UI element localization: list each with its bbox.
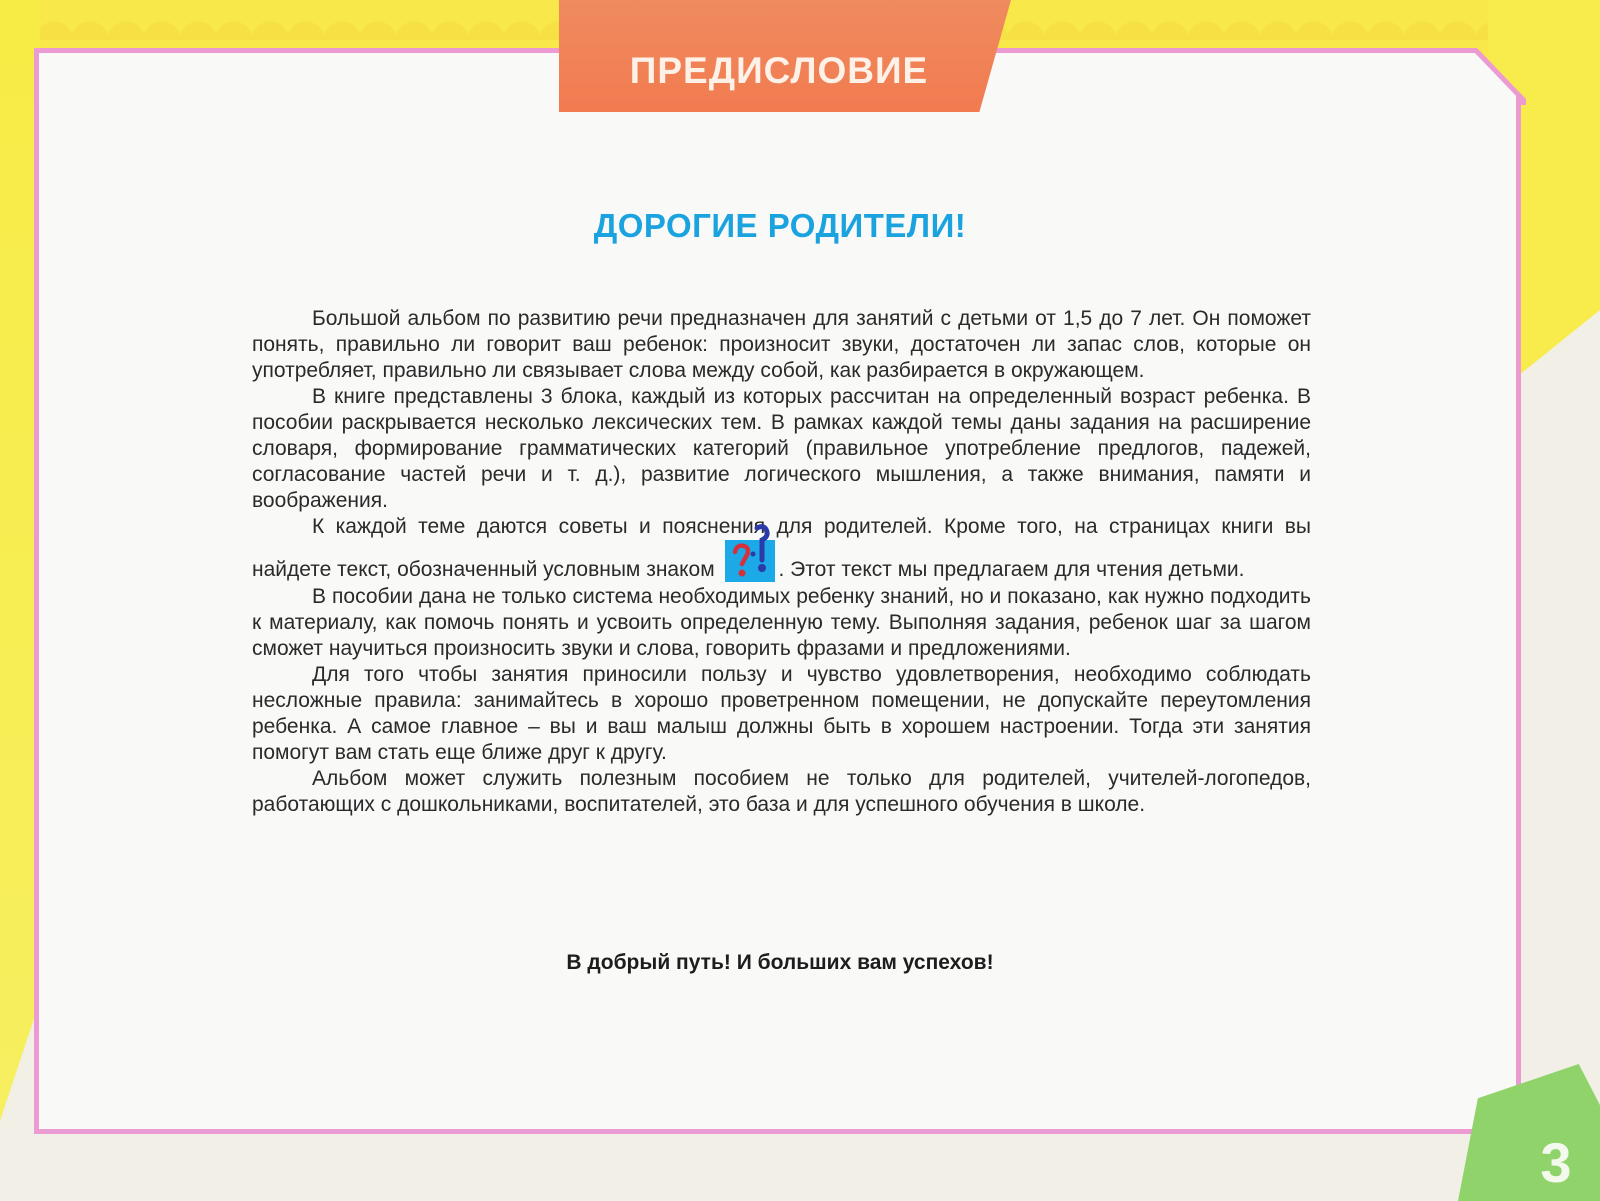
body-text [252, 306, 1311, 818]
page-number: 3 [1540, 1131, 1572, 1194]
read-aloud-icon [723, 540, 777, 584]
paragraph-5: Альбом может служить полезным пособием не только для родителей, учителей-логопедов, работающих с дошкольниками, воспитателей, это база и для успешного обучения в школе. [252, 767, 1311, 816]
background-bottom-strip [0, 1138, 1600, 1201]
closing-line: В добрый путь! И больших вам успехов! [566, 951, 994, 974]
header-title: ПРЕДИСЛОВИЕ [629, 50, 929, 91]
paragraph-icon-after: . Этот текст мы предлагаем для чтения детьми. [778, 558, 1245, 581]
paragraph-icon-before: К каждой теме даются советы и пояснения для родителей. Кроме того, на страницах книги вы найдете текст, обозначенный условным знаком [252, 515, 1311, 581]
paragraph-4: Для того чтобы занятия приносили пользу и чувство удовлетворения, необходимо соблюдать несложные правила: занимайтесь в хорошо проветренном помещении, не допускайте переутомления ребенка. А самое главное – вы и ваш малыш должны быть в хорошем настроении. Тогда эти занятия помогут вам стать еще ближе друг к другу. [252, 663, 1311, 764]
page-title: ДОРОГИЕ РОДИТЕЛИ! [593, 207, 967, 244]
paragraph-1: Большой альбом по развитию речи предназначен для занятий с детьми от 1,5 до 7 лет. Он поможет понять, правильно ли говорит ваш ребенок: произносит звуки, достаточен ли запас слов, которые он употребляет, правильно ли связывает слова между собой, как разбирается в окружающем. [252, 307, 1311, 382]
paragraph-3: В пособии дана не только система необходимых ребенку знаний, но и показано, как нужно подходить к материалу, как помочь понять и усвоить определенную тему. Выполняя задания, ребенок шаг за шагом сможет научиться произносить звуки и слова, говорить фразами и предложениями. [252, 585, 1311, 660]
paragraph-icon [252, 514, 1311, 584]
frame-corner [1474, 48, 1526, 105]
paragraph-2: В книге представлены 3 блока, каждый из которых рассчитан на определенный возраст ребенка. В пособии раскрывается несколько лексических тем. В рамках каждой темы даны задания на расширение словаря, формирование грамматических категорий (правильное употребление предлогов, падежей, согласование частей речи и т. д.), развитие логического мышления, а также внимания, памяти и воображения. [252, 385, 1311, 512]
